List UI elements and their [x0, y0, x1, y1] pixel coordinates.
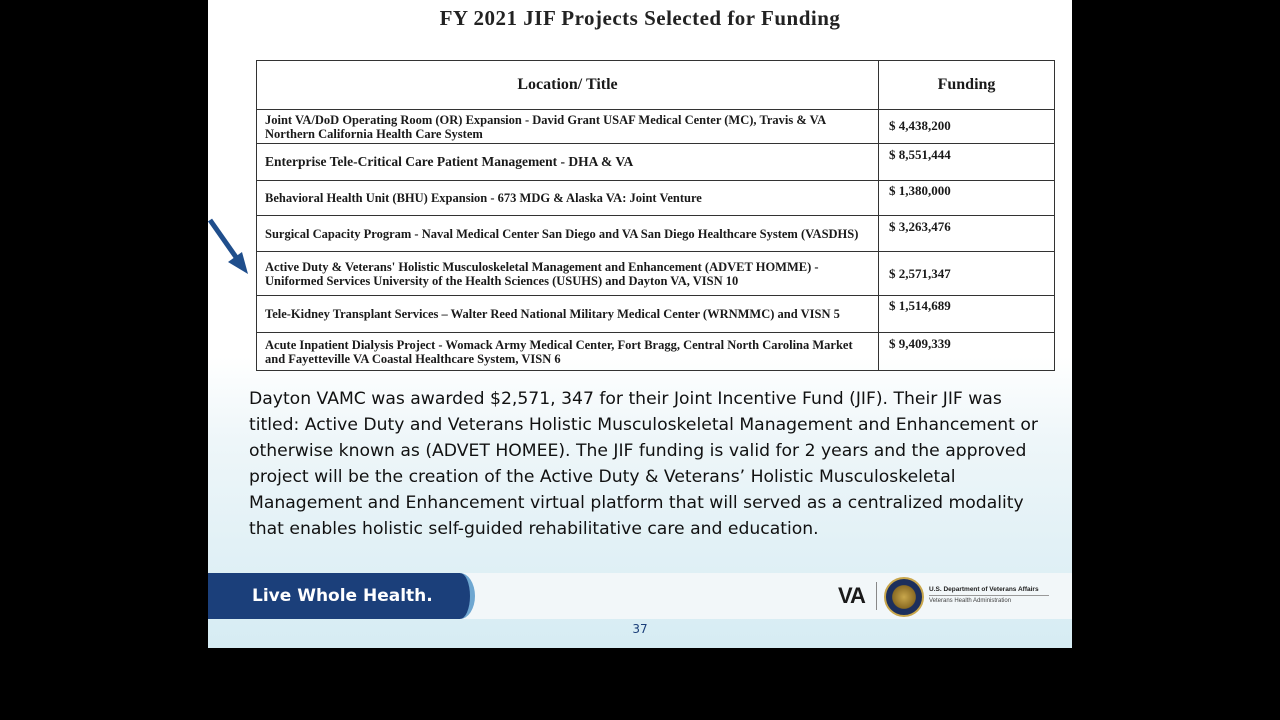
- table-row: [257, 110, 1055, 144]
- live-whole-health-banner: [208, 573, 475, 619]
- logo-divider: [876, 582, 877, 610]
- brand-text: Live Whole Health.: [252, 586, 433, 606]
- pointer-arrow-icon: [208, 216, 252, 276]
- header-funding: Funding: [879, 61, 1055, 110]
- table-row: [257, 181, 1055, 216]
- table-row: [257, 296, 1055, 333]
- funding-table-container: [256, 60, 1054, 371]
- project-funding: $ 9,409,339: [879, 333, 1055, 371]
- project-title: Enterprise Tele-Critical Care Patient Management - DHA & VA: [257, 144, 879, 181]
- va-logo: VA: [838, 583, 865, 608]
- department-block: [929, 586, 1049, 604]
- project-title: Behavioral Health Unit (BHU) Expansion - 673 MDG & Alaska VA: Joint Venture: [257, 181, 879, 216]
- administration-name: Veterans Health Administration: [929, 598, 1012, 604]
- table-row: [257, 252, 1055, 296]
- va-seal-icon: [884, 577, 924, 617]
- project-title: Active Duty & Veterans' Holistic Musculoskeletal Management and Enhancement (ADVET HOMME) - Uniformed Services University of the Health Sciences (USUHS) and Dayton VA, VISN 10: [257, 252, 879, 296]
- project-funding: $ 8,551,444: [879, 144, 1055, 181]
- project-funding: $ 3,263,476: [879, 216, 1055, 252]
- project-funding: $ 4,438,200: [879, 110, 1055, 144]
- table-row: [257, 333, 1055, 371]
- project-funding: $ 1,380,000: [879, 181, 1055, 216]
- slide: [208, 0, 1072, 648]
- department-name: U.S. Department of Veterans Affairs: [929, 586, 1049, 596]
- slide-title: FY 2021 JIF Projects Selected for Funding: [439, 6, 841, 30]
- project-title: Joint VA/DoD Operating Room (OR) Expansion - David Grant USAF Medical Center (MC), Travis & VA Northern California Health Care System: [257, 110, 879, 144]
- table-row: [257, 144, 1055, 181]
- table-header-row: [257, 61, 1055, 110]
- project-funding: $ 1,514,689: [879, 296, 1055, 333]
- project-title: Tele-Kidney Transplant Services – Walter Reed National Military Medical Center (WRNMMC) and VISN 5: [257, 296, 879, 333]
- header-location-title: Location/ Title: [257, 61, 879, 110]
- page-number: 37: [632, 622, 648, 636]
- summary-paragraph: Dayton VAMC was awarded $2,571, 347 for their Joint Incentive Fund (JIF). Their JIF was titled: Active Duty and Veterans Holistic Musculoskeletal Management and Enhancement or otherwise known as (ADVET HOMEE). The JIF funding is valid for 2 years and the approved project will be the creation of the Active Duty & Veterans’ Holistic Musculoskeletal Management and Enhancement virtual platform that will served as a centralized modality that enables holistic self-guided rehabilitative care and education.: [249, 389, 1038, 539]
- project-funding: $ 2,571,347: [879, 252, 1055, 296]
- project-title: Acute Inpatient Dialysis Project - Womack Army Medical Center, Fort Bragg, Central North Carolina Market and Fayetteville VA Coastal Healthcare System, VISN 6: [257, 333, 879, 371]
- funding-table: [256, 60, 1055, 371]
- table-row: [257, 216, 1055, 252]
- project-title: Surgical Capacity Program - Naval Medical Center San Diego and VA San Diego Healthcare System (VASDHS): [257, 216, 879, 252]
